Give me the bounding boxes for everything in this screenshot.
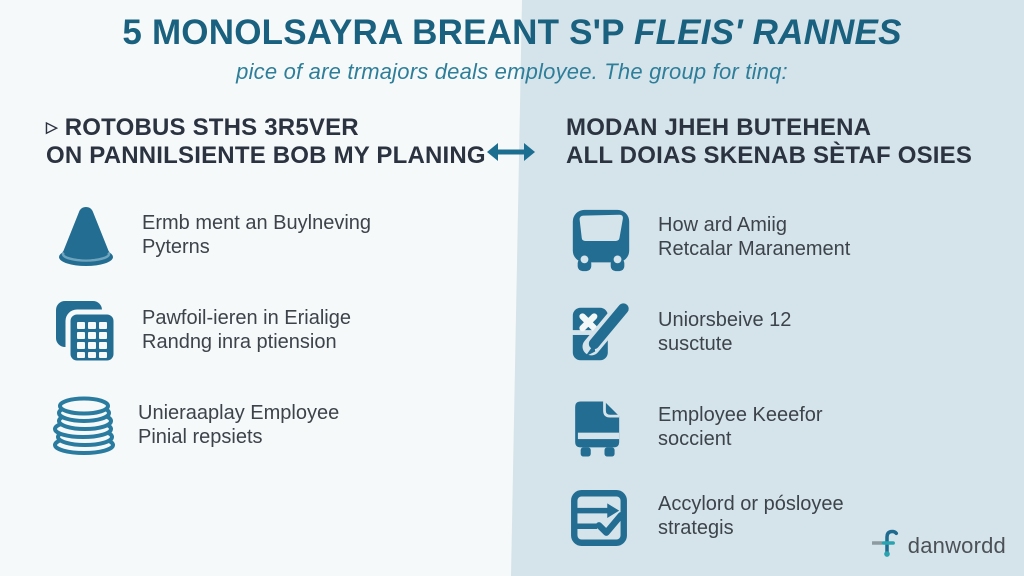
list-item (566, 204, 850, 274)
item-text: Uniorsbeive 12 susctute (658, 309, 792, 355)
printer-document-icon (566, 394, 644, 464)
keypad-calendar-icon (50, 297, 128, 369)
f-leaf-logo-icon (872, 528, 902, 563)
item-text: How ard Amiig Retcalar Maranement (658, 214, 851, 260)
item-text: Ermb ment an Buylneving Pyterns (142, 212, 372, 258)
item-text: Pawfoil-ieren in Erialige Randng inra ptiension (142, 307, 351, 353)
brand-logo (872, 528, 1006, 563)
right-header-line2: ALL DOIAS SKENAB SÈTAF OSIES (566, 142, 973, 169)
list-item (50, 297, 351, 369)
item-text: Employee Keeefor soccient (658, 404, 823, 450)
right-header-line1: MODAN JHEH BUTEHENA (566, 114, 872, 141)
checklist-arrow-icon (566, 483, 644, 553)
list-item (566, 483, 844, 553)
list-item (566, 299, 791, 369)
ballot-pen-icon (566, 299, 644, 369)
page-subtitle: pice of are trmajors deals employee. The group for tinq: (236, 59, 788, 84)
item-text: Accylord or pósloyee strategis (658, 493, 844, 539)
item-text: Unieraaplay Employee Pinial repsiets (138, 402, 340, 448)
page-title (0, 13, 1024, 53)
double-arrow-icon (487, 139, 535, 170)
brand-logo-text: danwordd (907, 532, 1006, 558)
list-item (50, 202, 371, 274)
triangle-bullet-icon: ▷ (46, 119, 58, 136)
coin-stack-icon (46, 392, 124, 464)
list-item (566, 394, 823, 464)
page-title-italic: FLEIS' RANNES (634, 13, 902, 52)
header-block (0, 13, 1024, 85)
left-column-header (46, 114, 486, 170)
list-item (46, 392, 339, 464)
page-title-regular: 5 MONOLSAYRA BREANT S'P (122, 13, 625, 52)
bus-icon (566, 204, 644, 274)
funnel-cone-icon (50, 202, 128, 274)
left-header-line2: ON PANNILSIENTE BOB MY PLANING (46, 142, 486, 169)
right-column-header (566, 114, 972, 170)
left-header-line1: ▷ ROTOBUS STHS 3R5VER (46, 114, 359, 141)
